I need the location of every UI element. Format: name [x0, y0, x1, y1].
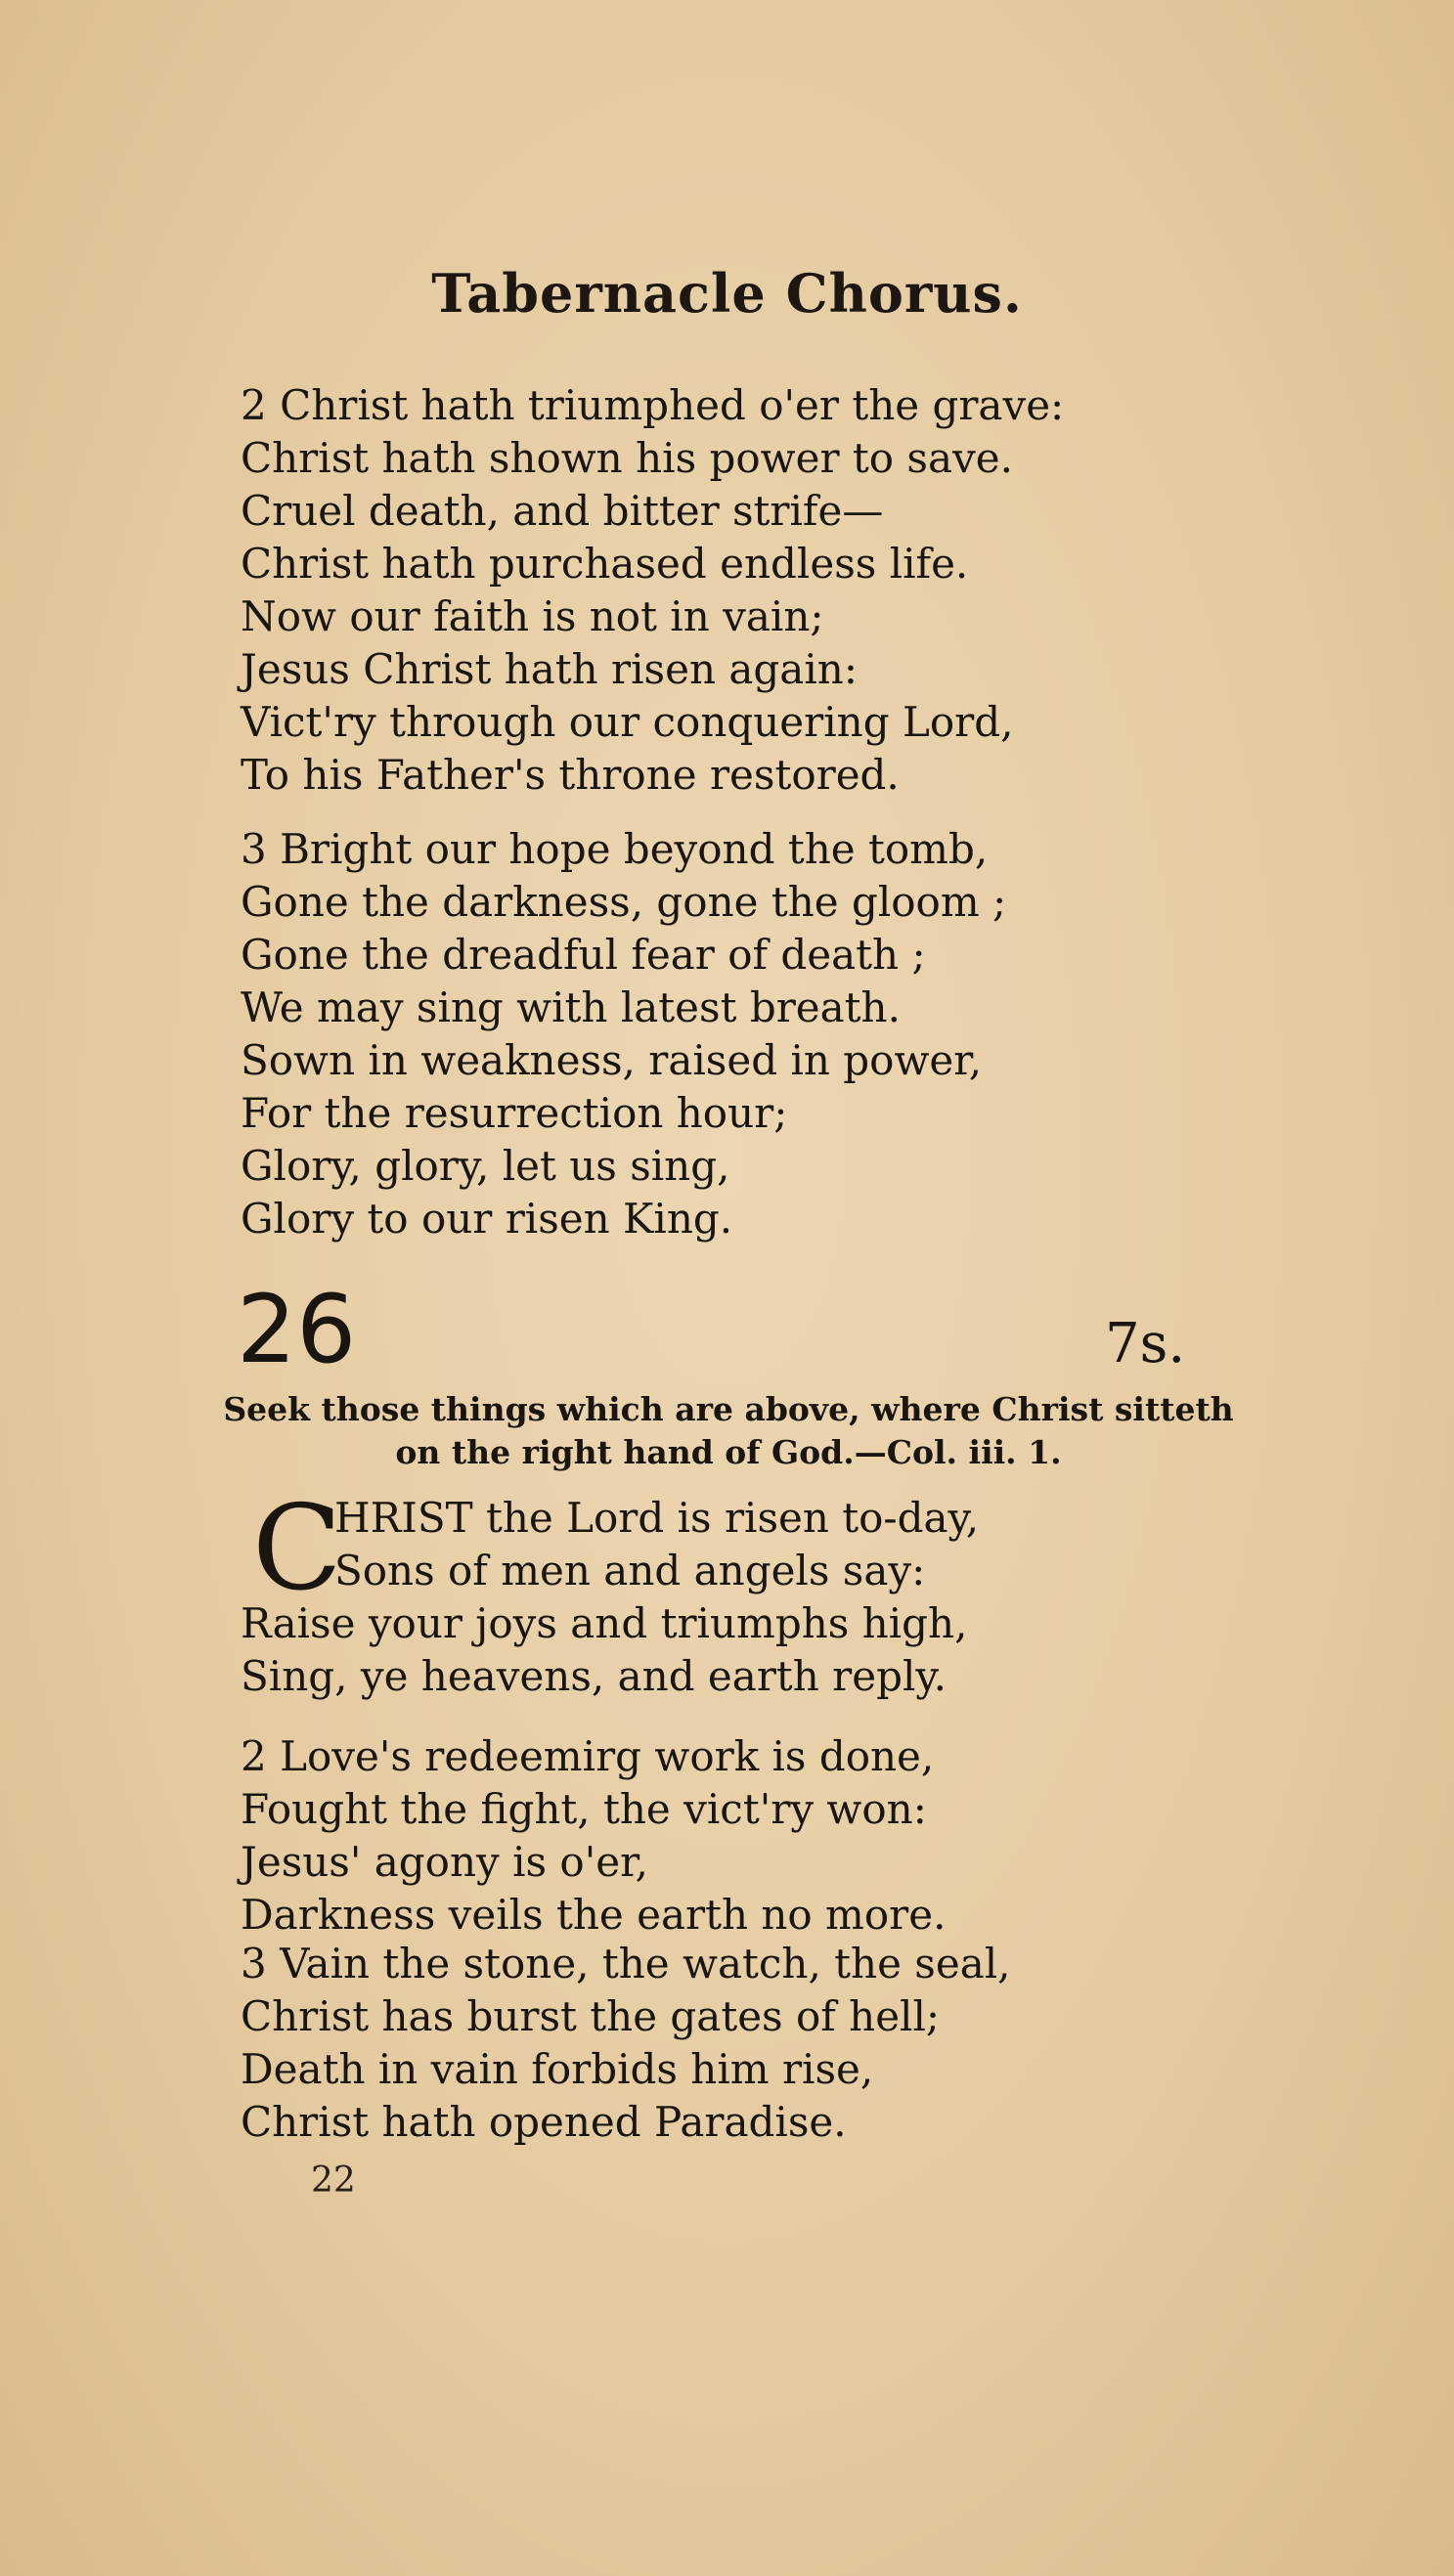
scripture-line: Seek those things which are above, where Christ sitteth	[223, 1390, 1234, 1428]
verse-line: Jesus' agony is o'er,	[241, 1838, 648, 1886]
scripture-line: on the right hand of God.—Col. iii. 1.	[395, 1433, 1062, 1471]
verse-line: Darkness veils the earth no more.	[241, 1891, 947, 1939]
verse-line: Sing, ye heavens, and earth reply.	[241, 1652, 947, 1700]
verse-line: Sons of men and angels say:	[334, 1547, 926, 1594]
verse-line: Gone the dreadful fear of death ;	[241, 931, 926, 979]
verse-line: Jesus Christ hath risen again:	[241, 645, 858, 693]
verse-line: Glory, glory, let us sing,	[241, 1142, 730, 1190]
verse-line: Christ has burst the gates of hell;	[241, 1992, 941, 2040]
verse-line: 2 Christ hath triumphed o'er the grave:	[241, 381, 1065, 429]
drop-cap-letter: C	[252, 1481, 342, 1617]
verse-line: Christ hath shown his power to save.	[241, 434, 1013, 482]
verse-line: Christ hath opened Paradise.	[241, 2098, 847, 2146]
hymn-meter: 7s.	[1105, 1312, 1186, 1375]
verse-line: 3 Vain the stone, the watch, the seal,	[241, 1940, 1011, 1987]
verse-line: To his Father's throne restored.	[241, 751, 900, 799]
verse-line: 3 Bright our hope beyond the tomb,	[241, 825, 989, 873]
verse-line: Fought the fight, the vict'ry won:	[241, 1785, 927, 1833]
verse-line: We may sing with latest breath.	[241, 983, 901, 1031]
verse-line: 2 Love's redeemirg work is done,	[241, 1732, 935, 1780]
verse-line: For the resurrection hour;	[241, 1089, 788, 1137]
running-head: Tabernacle Chorus.	[431, 262, 1023, 325]
hymn-26-stanza-3	[241, 1938, 1011, 2149]
verse-line: Cruel death, and bitter strife—	[241, 487, 884, 535]
hymn-26-stanza-2	[241, 1730, 946, 1942]
prev-hymn-stanza-2	[241, 379, 1064, 802]
verse-line: HRIST the Lord is risen to-day,	[334, 1494, 980, 1542]
verse-line: Gone the darkness, gone the gloom ;	[241, 878, 1007, 926]
scripture-epigraph	[186, 1388, 1271, 1474]
verse-line: Raise your joys and triumphs high,	[241, 1599, 968, 1647]
verse-line: Christ hath purchased endless life.	[241, 540, 969, 588]
page-number: 22	[311, 2161, 356, 2201]
hymn-26-stanza-1	[241, 1481, 980, 1703]
verse-line: Glory to our risen King.	[241, 1195, 733, 1243]
verse-line: Now our faith is not in vain;	[241, 592, 824, 640]
verse-line: Sown in weakness, raised in power,	[241, 1036, 983, 1084]
verse-line: Death in vain forbids him rise,	[241, 2045, 874, 2093]
hymn-number: 26	[237, 1275, 357, 1384]
prev-hymn-stanza-3	[241, 823, 1006, 1245]
verse-line: Vict'ry through our conquering Lord,	[241, 698, 1014, 746]
